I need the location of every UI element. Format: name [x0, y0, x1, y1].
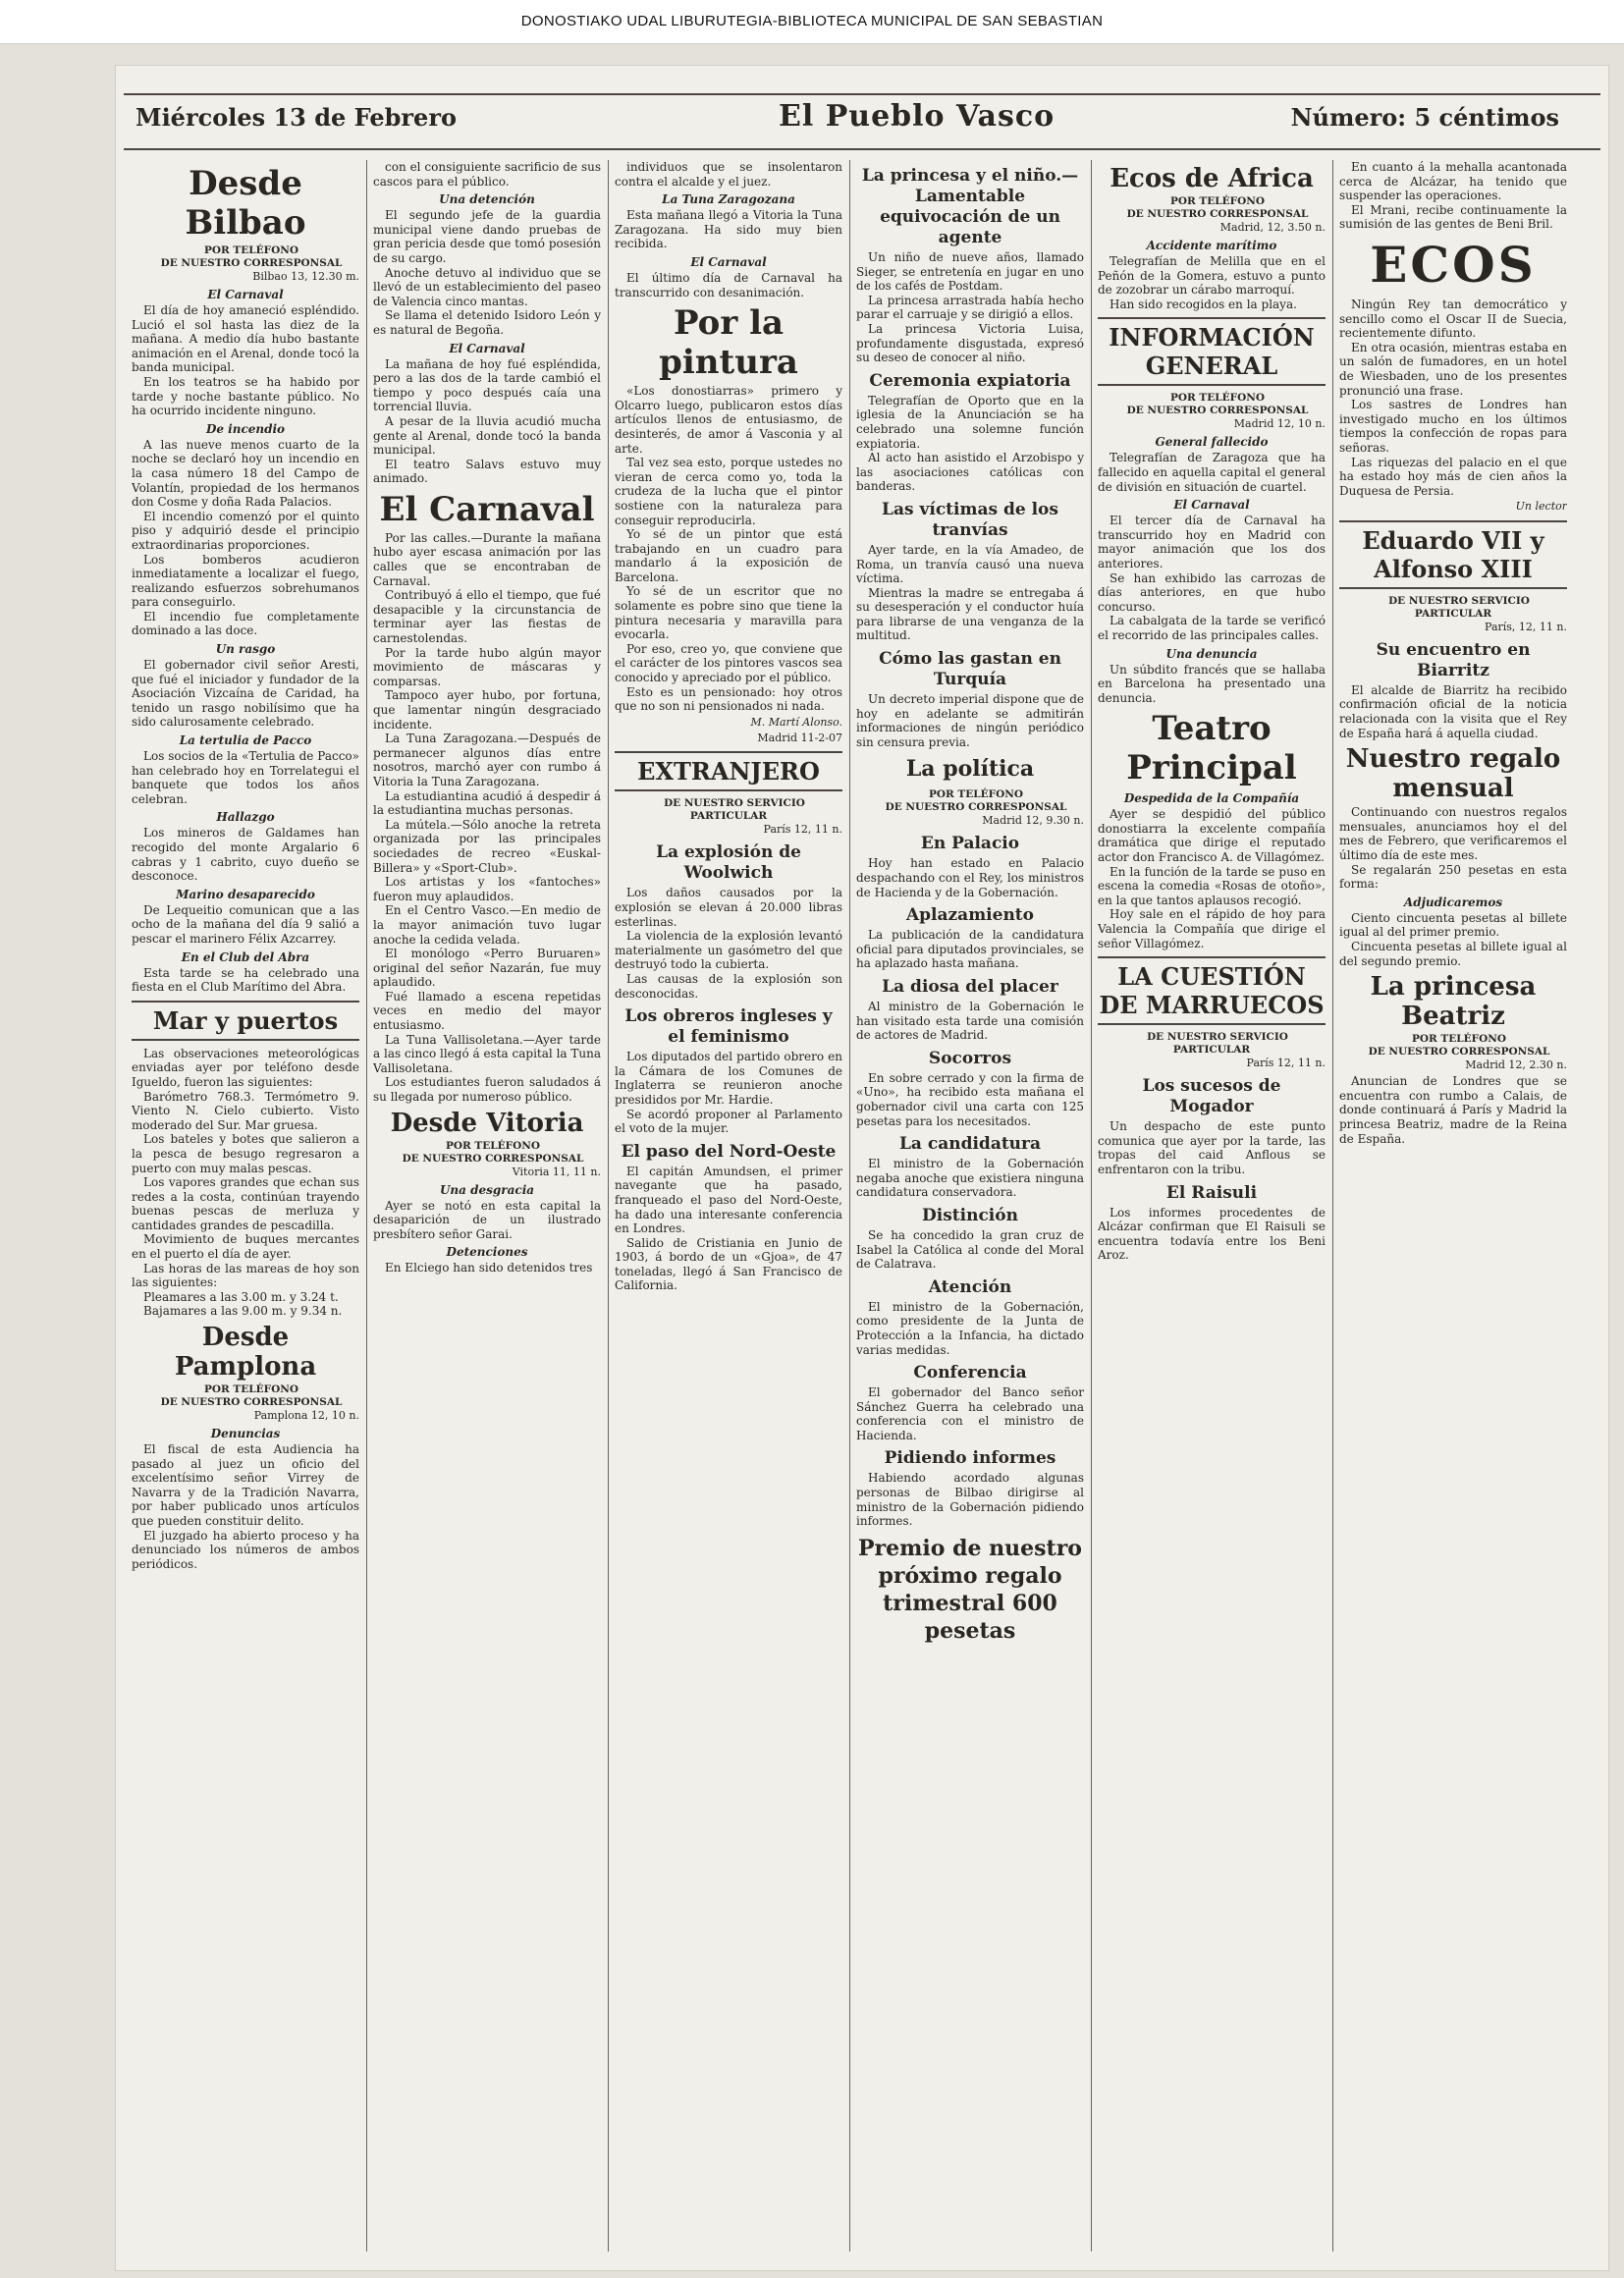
masthead-top-rule	[124, 93, 1600, 95]
boxed-section-title: Eduardo VII y Alfonso XIII	[1339, 520, 1567, 589]
article-paragraph: La publicación de la candidatura oficial para diputados provinciales, se ha aplazado hasta mañana.	[856, 928, 1084, 971]
article-paragraph: La mañana de hoy fué espléndida, pero a las dos de la tarde cambió el tiempo y poco después caía una torrencial lluvia.	[373, 356, 601, 414]
article-paragraph: Los socios de la «Tertulia de Pacco» han celebrado hoy en Torrelategui el banquete que todos los años celebran.	[132, 749, 359, 806]
byline: DE NUESTRO CORRESPONSAL	[402, 1152, 584, 1165]
article-heading: Conferencia	[913, 1363, 1027, 1383]
byline: DE NUESTRO SERVICIO PARTICULAR	[1388, 594, 1530, 620]
boxed-section-title: EXTRANJERO	[615, 751, 842, 791]
section-heading: Desde Vitoria	[390, 1108, 584, 1138]
article-paragraph: Contribuyó á ello el tiempo, que fué desapacible y la circunstancia de terminar ayer las fiestas de carnestolendas.	[373, 588, 601, 646]
subheading: El Carnaval	[1173, 498, 1250, 513]
article-paragraph: La mútela.—Sólo anoche la retreta organizada por las principales sociedades de recreo «Euskal-Billera» y «Sport-Club».	[373, 817, 601, 875]
column-6	[1339, 160, 1567, 2261]
dateline: Bilbao 13, 12.30 m.	[252, 270, 359, 283]
subheading: Una denuncia	[1165, 646, 1258, 661]
article-paragraph: Los mineros de Galdames han recogido del monte Argalario 6 cabras y 1 cabrito, cuyo dueño se desconoce.	[132, 826, 359, 884]
article-paragraph: La estudiantina acudió á despedir á la estudiantina muchas personas.	[373, 788, 601, 818]
article-heading: En Palacio	[920, 834, 1020, 854]
article-paragraph: Ningún Rey tan democrático y sencillo como el Oscar II de Suecia, recientemente difunto.	[1339, 297, 1567, 341]
article-heading: Aplazamiento	[905, 905, 1035, 926]
column-2	[373, 160, 601, 2261]
section-heading: Teatro Principal	[1126, 709, 1297, 788]
article-paragraph: Tampoco ayer hubo, por fortuna, que lamentar ningún desgraciado incidente.	[373, 688, 601, 732]
section-heading: Ecos de Africa	[1110, 164, 1314, 193]
subheading: La tertulia de Pacco	[179, 733, 312, 748]
article-paragraph: En sobre cerrado y con la firma de «Uno», ha recibido esta mañana el gobernador civil una carta con 125 pesetas para los necesitados.	[856, 1070, 1084, 1128]
article-paragraph: En el Centro Vasco.—En medio de la mayor animación tuvo lugar anoche la cedida velada.	[373, 903, 601, 947]
byline: DE NUESTRO CORRESPONSAL	[160, 257, 343, 269]
article-paragraph: Mientras la madre se entregaba á su desesperación y el conductor huía para librarse de una venganza de la multitud.	[856, 585, 1084, 643]
dateline: Vitoria 11, 11 n.	[512, 1165, 601, 1178]
article-heading: Pidiendo informes	[884, 1448, 1056, 1469]
byline: DE NUESTRO SERVICIO PARTICULAR	[1147, 1031, 1288, 1057]
newspaper-page	[116, 66, 1608, 2270]
article-heading: Socorros	[928, 1048, 1012, 1068]
article-paragraph: El incendio comenzó por el quinto piso y adquirió desde el principio extraordinarias proporciones.	[132, 509, 359, 552]
article-paragraph: Un súbdito francés que se hallaba en Barcelona ha presentado una denuncia.	[1098, 662, 1326, 705]
byline: DE NUESTRO CORRESPONSAL	[1126, 405, 1309, 417]
column-separator	[849, 160, 850, 2251]
dateline: Madrid 12, 2.30 n.	[1465, 1058, 1567, 1072]
article-paragraph: Los sastres de Londres han investigado mucho en los últimos tiempos la confección de ropas para señoras.	[1339, 398, 1567, 455]
dateline: Madrid 11-2-07	[757, 732, 842, 745]
article-heading: Los obreros ingleses y el feminismo	[624, 1006, 833, 1048]
subheading: El Carnaval	[449, 341, 525, 355]
article-paragraph: La Tuna Vallisoletana.—Ayer tarde a las cinco llegó á esta capital la Tuna Vallisoletana.	[373, 1032, 601, 1075]
dateline: Pamplona 12, 10 n.	[253, 1409, 359, 1423]
article-paragraph: El incendio fue completamente dominado a las doce.	[132, 609, 359, 638]
article-paragraph: Han sido recogidos en la playa.	[1110, 297, 1297, 311]
byline: DE NUESTRO SERVICIO PARTICULAR	[664, 797, 805, 823]
article-paragraph: El capitán Amundsen, el primer navegante que ha pasado, franqueado el paso del Nord-Oeste, ha dado una interesante conferencia en Londres.	[615, 1164, 842, 1236]
article-paragraph: Hoy han estado en Palacio despachando con el Rey, los ministros de Hacienda y de la Gobernación.	[856, 856, 1084, 899]
article-paragraph: Telegrafían de Oporto que en la iglesia de la Anunciación se ha celebrado una solemne función expiatoria.	[856, 393, 1084, 451]
article-paragraph: Anoche detuvo al individuo que se llevó de un establecimiento del paseo de Valencia cinco mantas.	[373, 265, 601, 308]
article-paragraph: Los vapores grandes que echan sus redes a la costa, continúan trayendo buenas pescas de merluza y cantidades grandes de pescadilla.	[132, 1175, 359, 1232]
article-heading: La explosión de Woolwich	[656, 842, 801, 884]
article-paragraph: Los bomberos acudieron inmediatamente a localizar el fuego, realizando esfuerzos sobrehumanos para conseguirlo.	[132, 552, 359, 610]
subheading: Un rasgo	[215, 642, 276, 657]
article-heading: La candidatura	[898, 1134, 1042, 1155]
article-paragraph: En cuanto á la mehalla acantonada cerca de Alcázar, ha tenido que suspender las operaciones.	[1339, 160, 1567, 203]
subheading: Marino desaparecido	[176, 887, 315, 901]
subheading: El Carnaval	[690, 254, 767, 269]
dateline: Madrid 12, 9.30 n.	[982, 814, 1084, 828]
article-paragraph: La princesa Victoria Luisa, profundamente disgustada, expresó su deseo de conocer al niño.	[856, 321, 1084, 365]
article-paragraph: Un decreto imperial dispone que de hoy en adelante se admitirán informaciones de ningún periódico sin censura previa.	[856, 692, 1084, 749]
article-paragraph: Al ministro de la Gobernación le han visitado esta tarde una comisión de actores de Madrid.	[856, 1000, 1084, 1043]
article-paragraph: Telegrafían de Melilla que en el Peñón de la Gomera, estuvo a punto de zozobrar un cárabo marroquí.	[1098, 254, 1326, 298]
section-heading: Desde Pamplona	[174, 1323, 317, 1383]
article-paragraph: A pesar de la lluvia acudió mucha gente al Arenal, donde tocó la banda municipal.	[373, 413, 601, 458]
article-paragraph: El juzgado ha abierto proceso y ha denunciado los números de ambos periódicos.	[132, 1528, 359, 1571]
article-heading: Las víctimas de los tranvías	[882, 499, 1058, 540]
byline: POR TELÉFONO	[446, 1139, 540, 1152]
article-paragraph: El fiscal de esta Audiencia ha pasado al juez un oficio del excelentísimo señor Virrey de Navarra y de la Tradición Navarra, por haber publicado unos artículos que pueden constituir delito.	[132, 1442, 359, 1528]
article-paragraph: Los artistas y los «fantoches» fueron muy aplaudidos.	[373, 875, 601, 903]
article-paragraph: El monólogo «Perro Buruaren» original del señor Nazarán, fue muy aplaudido.	[373, 947, 601, 990]
article-paragraph: El último día de Carnaval ha transcurrido con desanimación.	[615, 270, 842, 299]
dateline: París 12, 11 n.	[763, 823, 842, 837]
article-heading: Los sucesos de Mogador	[1142, 1076, 1281, 1117]
article-paragraph: En los teatros se ha habido por tarde y noche bastante público. No ha ocurrido incidente ninguno.	[132, 374, 359, 418]
article-paragraph: Por las calles.—Durante la mañana hubo ayer escasa animación por las calles que se encontraban de Carnaval.	[373, 530, 601, 588]
promo-banner: Premio de nuestro próximo regalo trimestral 600 pesetas	[858, 1535, 1082, 1644]
article-paragraph: Cincuenta pesetas al billete igual al del segundo premio.	[1339, 940, 1567, 968]
article-paragraph: Los bateles y botes que salieron a la pesca de besugo regresaron a puerto con muy malas pescas.	[132, 1132, 359, 1175]
article-paragraph: Salido de Cristiania en Junio de 1903, á bordo de un «Gjoa», de 47 toneladas, llegó á San Francisco de California.	[615, 1235, 842, 1293]
masthead-number: Número: 5 céntimos	[1290, 103, 1559, 132]
article-heading: El Raisuli	[1165, 1182, 1258, 1203]
article-paragraph: El alcalde de Biarritz ha recibido confirmación oficial de la noticia relacionada con la visita que el Rey de España hará á aquella ciudad.	[1339, 682, 1567, 740]
scan-background	[0, 44, 1624, 2278]
library-banner	[0, 0, 1624, 44]
article-heading: Cómo las gastan en Turquía	[879, 649, 1061, 690]
byline: POR TELÉFONO	[204, 244, 298, 256]
column-separator	[1091, 160, 1092, 2251]
article-paragraph: Se ha concedido la gran cruz de Isabel la Católica al conde del Moral de Calatrava.	[856, 1227, 1084, 1272]
dateline: París 12, 11 n.	[1246, 1057, 1326, 1070]
byline: POR TELÉFONO	[1412, 1033, 1506, 1046]
article-paragraph: De Lequeitio comunican que a las ocho de la mañana del día 9 salió a pescar el marinero Félix Azcarrey.	[132, 902, 359, 946]
article-paragraph: En Elciego han sido detenidos tres	[385, 1261, 593, 1275]
subheading: Denuncias	[210, 1427, 281, 1441]
article-paragraph: Tal vez sea esto, porque ustedes no vieran de cerca como yo, toda la crudeza de la lucha que el pintor sostiene con la naturaleza para conseguir reproducirla.	[615, 456, 842, 527]
article-paragraph: Fué llamado a escena repetidas veces en medio del mayor entusiasmo.	[373, 989, 601, 1033]
subheading: Una desgracia	[439, 1182, 535, 1197]
byline: POR TELÉFONO	[929, 788, 1023, 801]
article-paragraph: El ministro de la Gobernación, como presidente de la Junta de Protección a la Infancia, ha dictado varias medidas.	[856, 1299, 1084, 1357]
byline: DE NUESTRO CORRESPONSAL	[1368, 1046, 1550, 1058]
article-paragraph: con el consiguiente sacrificio de sus cascos para el público.	[373, 160, 601, 189]
article-paragraph: El tercer día de Carnaval ha transcurrido hoy en Madrid con mayor animación que los dos anteriores.	[1098, 514, 1326, 570]
column-4	[856, 160, 1084, 2261]
signature: M. Martí Alonso.	[750, 715, 842, 729]
library-banner-text: DONOSTIAKO UDAL LIBURUTEGIA-BIBLIOTECA MUNICIPAL DE SAN SEBASTIAN	[520, 13, 1104, 29]
article-paragraph: Los daños causados por la explosión se elevan á 20.000 libras esterlinas.	[615, 886, 842, 929]
article-paragraph: Esto es un pensionado: hoy otros que no son ni pensionados ni nada.	[615, 684, 842, 714]
section-heading: El Carnaval	[379, 489, 595, 529]
column-separator	[366, 160, 367, 2251]
masthead-date: Miércoles 13 de Febrero	[135, 103, 457, 132]
article-heading: Distinción	[922, 1205, 1018, 1225]
section-heading: Por la pintura	[659, 303, 798, 383]
article-paragraph: El gobernador del Banco señor Sánchez Guerra ha celebrado una conferencia con el ministro de Hacienda.	[856, 1385, 1084, 1442]
article-paragraph: Los informes procedentes de Alcázar confirman que El Raisuli se encuentra todavía entre los Beni Aroz.	[1098, 1205, 1326, 1263]
article-paragraph: Por la tarde hubo algún mayor movimiento de máscaras y comparsas.	[373, 645, 601, 688]
subheading: En el Club del Abra	[181, 949, 310, 964]
boxed-section-title: INFORMACIÓN GENERAL	[1098, 317, 1326, 386]
dateline: Madrid, 12, 3.50 n.	[1219, 221, 1326, 234]
article-paragraph: individuos que se insolentaron contra el alcalde y el juez.	[615, 160, 842, 189]
subheading: Accidente marítimo	[1146, 239, 1277, 252]
subheading: Adjudicaremos	[1403, 895, 1503, 909]
article-paragraph: Al acto han asistido el Arzobispo y las asociaciones católicas con banderas.	[856, 451, 1084, 494]
article-paragraph: Hoy sale en el rápido de hoy para Valencia la Compañía que dirige el señor Villagómez.	[1098, 907, 1326, 950]
masthead-bottom-rule	[124, 148, 1600, 150]
article-paragraph: En la función de la tarde se puso en escena la comedia «Rosas de otoño», en la que tantos aplausos recogió.	[1098, 864, 1326, 907]
article-paragraph: Pleamares a las 3.00 m. y 3.24 t.	[143, 1289, 339, 1304]
article-paragraph: El ministro de la Gobernación negaba anoche que existiera ninguna candidatura conservadora.	[856, 1157, 1084, 1200]
article-paragraph: Ciento cincuenta pesetas al billete igual al del primer premio.	[1339, 910, 1567, 940]
promo-banner: La política	[905, 756, 1035, 783]
section-title-ecos: ECOS	[1370, 235, 1537, 294]
byline: POR TELÉFONO	[1170, 392, 1265, 405]
article-paragraph: Los diputados del partido obrero en la Cámara de los Comunes de Inglaterra se reunieron anoche presididos por Mr. Hardie.	[615, 1050, 842, 1107]
article-paragraph: Esta tarde se ha celebrado una fiesta en el Club Marítimo del Abra.	[132, 965, 359, 995]
article-paragraph: El segundo jefe de la guardia municipal viene dando pruebas de gran pericia desde que tomó posesión de su cargo.	[373, 208, 601, 265]
column-separator	[608, 160, 609, 2251]
subheading: Detenciones	[446, 1245, 528, 1260]
subheading: Despedida de la Compañía	[1123, 791, 1300, 806]
article-paragraph: Las riquezas del palacio en el que ha estado hoy más de cien años la Duquesa de Persia.	[1339, 455, 1567, 498]
article-paragraph: A las nueve menos cuarto de la noche se declaró hoy un incendio en la casa número 18 del Campo de Volantín, propiedad de los hermanos don Cosme y doña Rada Palacios.	[132, 437, 359, 510]
article-paragraph: Bajamares a las 9.00 m. y 9.34 n.	[143, 1304, 343, 1319]
article-heading: El paso del Nord-Oeste	[621, 1141, 837, 1162]
article-paragraph: Se han exhibido las carrozas de días anteriores, en que hubo concurso.	[1098, 570, 1326, 614]
article-paragraph: Yo sé de un pintor que está trabajando en un cuadro para mandarlo á la exposición de Barcelona.	[615, 527, 842, 584]
article-paragraph: «Los donostiarras» primero y Olcarro luego, publicaron estos días artículos llenos de entusiasmo, de desinterés, de amor á Vasconia y al arte.	[615, 384, 842, 456]
byline: DE NUESTRO CORRESPONSAL	[1126, 208, 1309, 220]
article-paragraph: El teatro Salavs estuvo muy animado.	[373, 457, 601, 486]
column-5	[1098, 160, 1326, 2261]
article-paragraph: Ayer se notó en esta capital la desaparición de un ilustrado presbítero señor Garai.	[373, 1198, 601, 1241]
column-1	[132, 160, 359, 2261]
article-paragraph: La Tuna Zaragozana.—Después de permanecer algunos días entre nosotros, marchó ayer con rumbo á Vitoria la Tuna Zaragozana.	[373, 732, 601, 788]
article-paragraph: Un niño de nueve años, llamado Sieger, se entretenía en jugar en uno de los cafés de Postdam.	[856, 250, 1084, 294]
column-separator	[1332, 160, 1333, 2251]
article-paragraph: Por eso, creo yo, que conviene que el carácter de los pintores vascos sea conocido y apreciado por el público.	[615, 641, 842, 685]
masthead	[135, 99, 1589, 142]
dateline: Madrid 12, 10 n.	[1233, 417, 1326, 431]
masthead-title: El Pueblo Vasco	[779, 99, 1056, 134]
article-paragraph: Telegrafían de Zaragoza que ha fallecido en aquella capital el general de división en situación de cuartel.	[1098, 451, 1326, 494]
byline: DE NUESTRO CORRESPONSAL	[160, 1396, 343, 1409]
article-paragraph: La cabalgata de la tarde se verificó el recorrido de las principales calles.	[1098, 614, 1326, 642]
article-heading: La princesa y el niño.—Lamentable equivocación de un agente	[861, 166, 1079, 247]
dateline: París, 12, 11 n.	[1485, 620, 1567, 633]
signature: Un lector	[1515, 500, 1567, 514]
article-paragraph: Se llama el detenido Isidoro León y es natural de Begoña.	[373, 308, 601, 337]
byline: POR TELÉFONO	[204, 1383, 298, 1396]
article-paragraph: Yo sé de un escritor que no solamente es pobre sino que tiene la pintura necesaria y maravilla para evocarla.	[615, 584, 842, 642]
subheading: Hallazgo	[216, 810, 275, 825]
article-paragraph: La violencia de la explosión levantó materialmente un gasómetro del que destruyó todo la cubierta.	[615, 929, 842, 972]
article-paragraph: El Mrani, recibe continuamente la sumisión de las gentes de Beni Bril.	[1339, 202, 1567, 232]
article-heading: Atención	[928, 1276, 1012, 1297]
article-paragraph: Habiendo acordado algunas personas de Bilbao dirigirse al ministro de la Gobernación pidiendo informes.	[856, 1471, 1084, 1529]
article-paragraph: En otra ocasión, mientras estaba en un salón de fumadores, en un hotel de Wiesbaden, uno de los presentes pronunció una frase.	[1339, 340, 1567, 398]
article-heading: Ceremonia expiatoria	[869, 370, 1071, 391]
byline: POR TELÉFONO	[1170, 195, 1265, 207]
section-heading: Nuestro regalo mensual	[1345, 744, 1561, 804]
subheading: La Tuna Zaragozana	[662, 192, 795, 207]
article-paragraph: Las observaciones meteorológicas enviadas ayer por teléfono desde Igueldo, fueron las siguientes:	[132, 1046, 359, 1089]
article-paragraph: Esta mañana llegó a Vitoria la Tuna Zaragozana. Ha sido muy bien recibida.	[615, 208, 842, 251]
article-heading: Su encuentro en Biarritz	[1376, 639, 1531, 680]
article-heading: La diosa del placer	[882, 977, 1058, 997]
article-paragraph: Continuando con nuestros regalos mensuales, anunciamos hoy el del mes de Febrero, que verificaremos el último día de este mes.	[1339, 805, 1567, 863]
article-paragraph: El día de hoy amaneció espléndido. Lució el sol hasta las diez de la mañana. A medio día hubo bastante animación en el Arenal, donde tocó la banda municipal.	[132, 303, 359, 375]
article-paragraph: Un despacho de este punto comunica que ayer por la tarde, las tropas del caid Anflous se enfrentaron con la tribu.	[1098, 1119, 1326, 1176]
subheading: Una detención	[439, 192, 535, 207]
article-paragraph: Las horas de las mareas de hoy son las siguientes:	[132, 1261, 359, 1290]
article-paragraph: Barómetro 768.3. Termómetro 9. Viento N. Cielo cubierto. Visto moderado del Sur. Mar gruesa.	[132, 1089, 359, 1132]
subheading: De incendio	[205, 421, 286, 436]
article-paragraph: El gobernador civil señor Aresti, que fué el iniciador y fundador de la Asociación Vizcaína de Caridad, ha tenido un rasgo nobilísimo que ha sido calurosamente celebrado.	[132, 658, 359, 730]
article-paragraph: Ayer se despidió del público donostiarra la excelente compañía dramática que dirige el reputado actor don Francisco A. de Villagómez.	[1098, 807, 1326, 865]
article-paragraph: La princesa arrastrada había hecho parar el carruaje y se dirigió a ellos.	[856, 293, 1084, 322]
boxed-section-title: LA CUESTIÓN DE MARRUECOS	[1098, 956, 1326, 1025]
article-paragraph: Las causas de la explosión son desconocidas.	[615, 971, 842, 1001]
subheading: General fallecido	[1155, 435, 1269, 450]
article-paragraph: Los estudiantes fueron saludados á su llegada por numeroso público.	[373, 1075, 601, 1105]
article-paragraph: Se regalarán 250 pesetas en esta forma:	[1339, 862, 1567, 892]
subheading: El Carnaval	[207, 288, 284, 301]
byline: DE NUESTRO CORRESPONSAL	[885, 801, 1067, 814]
article-paragraph: Ayer tarde, en la vía Amadeo, de Roma, un tranvía causó una nueva víctima.	[856, 542, 1084, 586]
article-paragraph: Movimiento de buques mercantes en el puerto el día de ayer.	[132, 1232, 359, 1262]
article-paragraph: Se acordó proponer al Parlamento el voto de la mujer.	[615, 1107, 842, 1136]
section-heading: Desde Bilbao	[185, 164, 306, 243]
column-3	[615, 160, 842, 2261]
boxed-section-title: Mar y puertos	[132, 1001, 359, 1041]
section-heading: La princesa Beatriz	[1370, 972, 1537, 1032]
article-paragraph: Anuncian de Londres que se encuentra con rumbo a Calais, de donde continuará á París y Madrid la princesa Beatriz, madre de la Reina de España.	[1339, 1074, 1567, 1146]
